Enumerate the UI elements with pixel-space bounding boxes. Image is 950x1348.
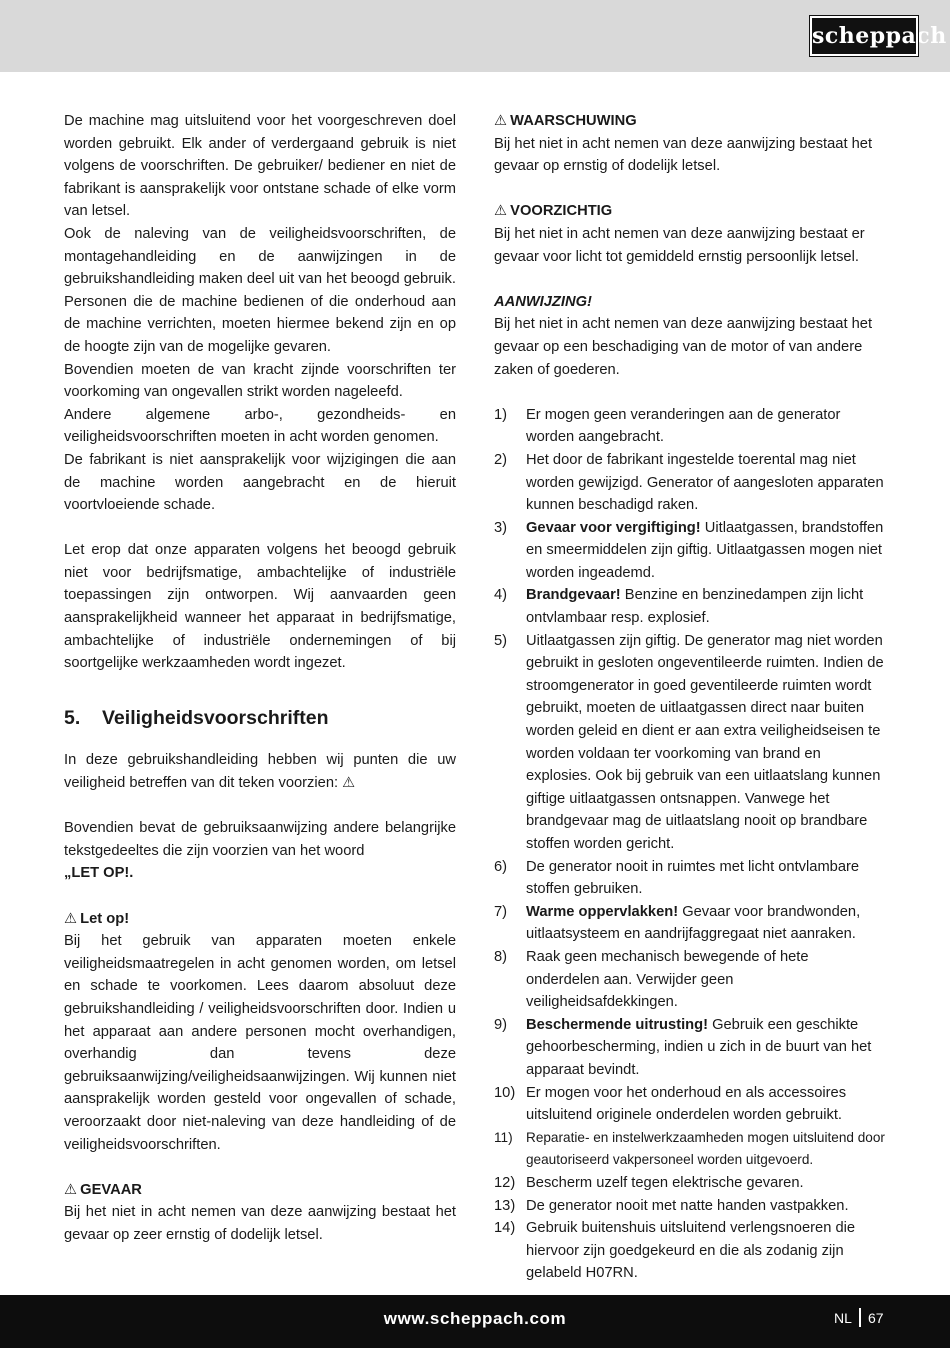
list-item: 14) Gebruik buitenshuis uitsluitend verlengsnoeren die hiervoor zijn goedgekeurd en die als zodanig zijn gelabeld H07RN. <box>494 1220 856 1282</box>
list-item: 8) Raak geen mechanisch bewegende of hete onderdelen aan. Verwijder geen veiligheidsafdekkingen. <box>494 948 809 1011</box>
footer <box>0 1295 950 1348</box>
list-item: 9) Beschermende uitrusting! Gebruik een geschikte gehoorbescherming, indien u zich in de buurt van het apparaat bevindt. <box>494 1016 872 1078</box>
brand-logo: scheppach <box>810 16 918 56</box>
paragraph-ongevallen: Bovendien moeten de van kracht zijnde voorschriften ter voorkoming van ongevallen strikt worden nageleefd. <box>64 361 456 401</box>
warning-triangle-icon: ⚠ <box>494 203 508 220</box>
list-item: 5) Uitlaatgassen zijn giftig. De generator mag niet worden gebruikt in gesloten ongeventileerde ruimten. Indien de stroomgenerator in goed geventileerde ruimten wordt gebruikt, moeten de uitlaatgassen direct naar buiten worden geleid en dient er aan extra veiligheidseisen te worden voldaan ter voorkoming van brand en explosies. Ook bij gebruik van een uitlaatslang kunnen giftige uitlaatgassen ontsnappen. Vanwege het brandgevaar mag de uitlaatslang nooit op brandbare stoffen worden gericht. <box>494 632 884 852</box>
page-number: 67 <box>868 1310 884 1326</box>
tekstgedeeltes-text: Bovendien bevat de gebruiksaanwijzing andere belangrijke tekstgedeeltes die zijn voorzien van het woord <box>64 820 456 859</box>
gevaar-heading: ⚠ GEVAAR <box>64 1181 142 1198</box>
waarschuwing-text: Bij het niet in acht nemen van deze aanwijzing bestaat het gevaar op ernstig of dodelijk letsel. <box>494 135 873 175</box>
paragraph-personen: Personen die de machine bedienen of die onderhoud aan de machine verrichten, moeten hiermee bekend zijn en op de hoogte zijn van de mogelijke gevaren. <box>64 293 456 355</box>
footer-url-link[interactable]: www.scheppach.com <box>383 1309 567 1328</box>
section-title: Veiligheidsvoorschriften <box>102 707 329 730</box>
warning-triangle-icon: ⚠ <box>64 1181 78 1198</box>
header-band <box>0 0 950 72</box>
list-item: 7) Warme oppervlakken! Gevaar voor brandwonden, uitlaatsysteem en aandrijfaggregaat niet aanraken. <box>494 903 861 943</box>
waarschuwing-heading: ⚠ WAARSCHUWING <box>494 113 637 129</box>
list-item: 6) De generator nooit in ruimtes met licht ontvlambare stoffen gebruiken. <box>494 858 860 898</box>
voorzichtig-text: Bij het niet in acht nemen van deze aanwijzing bestaat er gevaar voor licht tot gemiddeld ernstig persoonlijk letsel. <box>494 225 865 265</box>
voorzichtig-heading: ⚠ VOORZICHTIG <box>494 203 613 220</box>
left-column <box>64 110 456 1247</box>
aanwijzing-heading: AANWIJZING! <box>494 293 592 310</box>
paragraph-arbo: Andere algemene arbo-, gezondheids- en veiligheidsvoorschriften moeten in acht worden genomen. <box>64 406 456 446</box>
aanwijzing-text: Bij het niet in acht nemen van deze aanwijzing bestaat het gevaar op een beschadiging van de motor of van andere zaken of goederen. <box>494 316 873 378</box>
list-item: 11) Reparatie- en instelwerkzaamheden mogen uitsluitend door geautoriseerd vakpersoneel worden uitgevoerd. <box>494 1129 885 1168</box>
list-item: 4) Brandgevaar! Benzine en benzinedampen zijn licht ontvlambaar resp. explosief. <box>494 587 864 627</box>
warning-triangle-icon: ⚠ <box>64 910 78 927</box>
list-item: 3) Gevaar voor vergiftiging! Uitlaatgassen, brandstoffen en smeermiddelen zijn giftig. Uitlaatgassen mogen niet worden ingeademd. <box>494 519 884 581</box>
list-item: 10) Er mogen voor het onderhoud en als accessoires uitsluitend originele onderdelen worden gebruikt. <box>494 1084 847 1124</box>
list-item: 13) De generator nooit met natte handen vastpakken. <box>494 1197 849 1214</box>
let-op-text: Bij het gebruik van apparaten moeten enkele veiligheidsmaatregelen in acht genomen worden, om letsel en schade te voorkomen. Lees daarom absoluut deze gebruikshandleiding / veiligheidsvoorschriften door. Indien u het apparaat aan andere personen mocht overhandigen, overhandig dan tevens deze gebruiksaanwijzing/veiligheidsaanwijzingen. Wij kunnen niet aansprakelijk worden gesteld voor ongevallen of schade, veroorzaakt door niet-naleving van deze handleiding of de veiligheidsvoorschriften. <box>64 933 456 1153</box>
section-number: 5. <box>64 707 81 730</box>
right-column <box>494 110 886 1285</box>
paragraph-fabrikant: De fabrikant is niet aansprakelijk voor wijzigingen die aan de machine worden aangebracht en de hieruit voortvloeiende schade. <box>64 451 456 514</box>
language-code: NL <box>834 1310 852 1326</box>
let-op-heading: ⚠ Let op! <box>64 910 130 927</box>
warning-triangle-icon: ⚠ <box>494 113 508 129</box>
paragraph-tekstgedeeltes <box>64 817 456 885</box>
list-item: 2) Het door de fabrikant ingestelde toerental mag niet worden gewijzigd. Generator of aangesloten apparaten kunnen beschadigd raken. <box>494 451 884 514</box>
paragraph-beoogd-gebruik: Let erop dat onze apparaten volgens het beoogd gebruik niet voor bedrijfsmatige, ambachtelijke of industriële toepassingen zijn ontworpen. Wij aanvaarden geen aansprakelijkheid wanneer het apparaat in bedrijfsmatige, ambachtelijke of industriële ondernemingen of bij soortgelijke werkzaamheden wordt ingezet. <box>64 542 456 672</box>
footer-divider <box>859 1308 861 1327</box>
gevaar-text: Bij het niet in acht nemen van deze aanwijzing bestaat het gevaar op zeer ernstig of dodelijk letsel. <box>64 1204 456 1243</box>
paragraph-teken: In deze gebruikshandleiding hebben wij punten die uw veiligheid betreffen van dit teken voorzien: ⚠ <box>64 752 456 792</box>
safety-rules-list <box>494 404 886 1285</box>
list-item: 1) Er mogen geen veranderingen aan de generator worden aangebracht. <box>494 406 841 446</box>
list-item: 12) Bescherm uzelf tegen elektrische gevaren. <box>494 1174 804 1191</box>
paragraph-montage: Ook de naleving van de veiligheidsvoorschriften, de montagehandleiding en de aanwijzingen in de gebruikshandleiding maken deel uit van het beoogd gebruik. <box>64 225 456 288</box>
section-heading <box>64 705 456 731</box>
let-op-word: „LET OP!. <box>64 865 134 882</box>
intro-paragraph: De machine mag uitsluitend voor het voorgeschreven doel worden gebruikt. Elk ander of verdergaand gebruik is niet volgens de voorschriften. De gebruiker/ bediener en niet de fabrikant is aansprakelijk voor ontstane schade of elke vorm van letsel. <box>64 113 456 220</box>
